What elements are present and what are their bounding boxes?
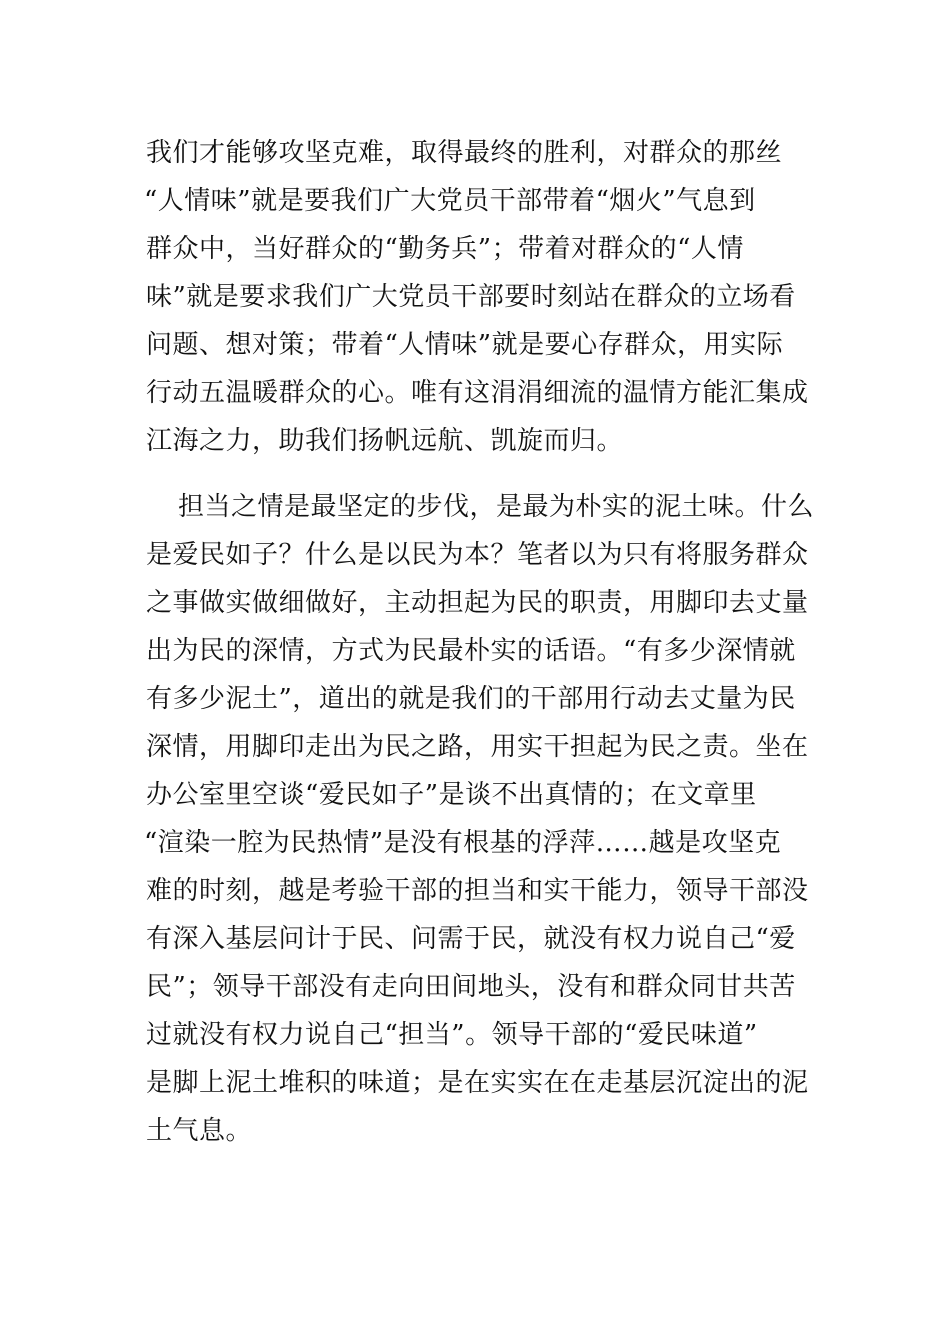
paragraph-line: 出为民的深情，方式为民最朴实的话语。“有多少深情就 [146,636,796,666]
paragraph-line: 民”；领导干部没有走向田间地头，没有和群众同甘共苦 [146,972,796,1002]
paragraph-line: 土气息。 [146,1116,253,1146]
paragraph-line: 担当之情是最坚定的步伐，是最为朴实的泥土味。什么 [178,492,815,522]
paragraph-line: 问题、想对策；带着“人情味”就是要心存群众，用实际 [146,330,784,360]
paragraph-line: 难的时刻，越是考验干部的担当和实干能力，领导干部没 [146,876,809,906]
paragraph-line: 办公室里空谈“爱民如子”是谈不出真情的；在文章里 [146,780,757,810]
paragraph-line: 行动五温暖群众的心。唯有这涓涓细流的温情方能汇集成 [146,378,809,408]
paragraph-line: “人情味”就是要我们广大党员干部带着“烟火”气息到 [144,186,756,216]
paragraph-line: 味”就是要求我们广大党员干部要时刻站在群众的立场看 [146,282,796,312]
paragraph-line: 群众中，当好群众的“勤务兵”；带着对群众的“人情 [146,234,744,264]
paragraph-line: 深情，用脚印走出为民之路，用实干担起为民之责。坐在 [146,732,809,762]
paragraph-line: 有多少泥土”，道出的就是我们的干部用行动去丈量为民 [146,684,796,714]
paragraph-line: 过就没有权力说自己“担当”。领导干部的“爱民味道” [146,1020,758,1050]
paragraph-line: 之事做实做细做好，主动担起为民的职责，用脚印去丈量 [146,588,809,618]
paragraph-line: 有深入基层问计于民、问需于民，就没有权力说自己“爱 [146,924,796,954]
paragraph-line: 江海之力，助我们扬帆远航、凯旋而归。 [146,426,624,456]
paragraph-line: “渲染一腔为民热情”是没有根基的浮萍……越是攻坚克 [144,828,782,858]
paragraph-line: 是爱民如子？什么是以民为本？笔者以为只有将服务群众 [146,540,809,570]
paragraph-line: 我们才能够攻坚克难，取得最终的胜利，对群众的那丝 [146,138,783,168]
paragraph-line: 是脚上泥土堆积的味道；是在实实在在走基层沉淀出的泥 [146,1068,809,1098]
